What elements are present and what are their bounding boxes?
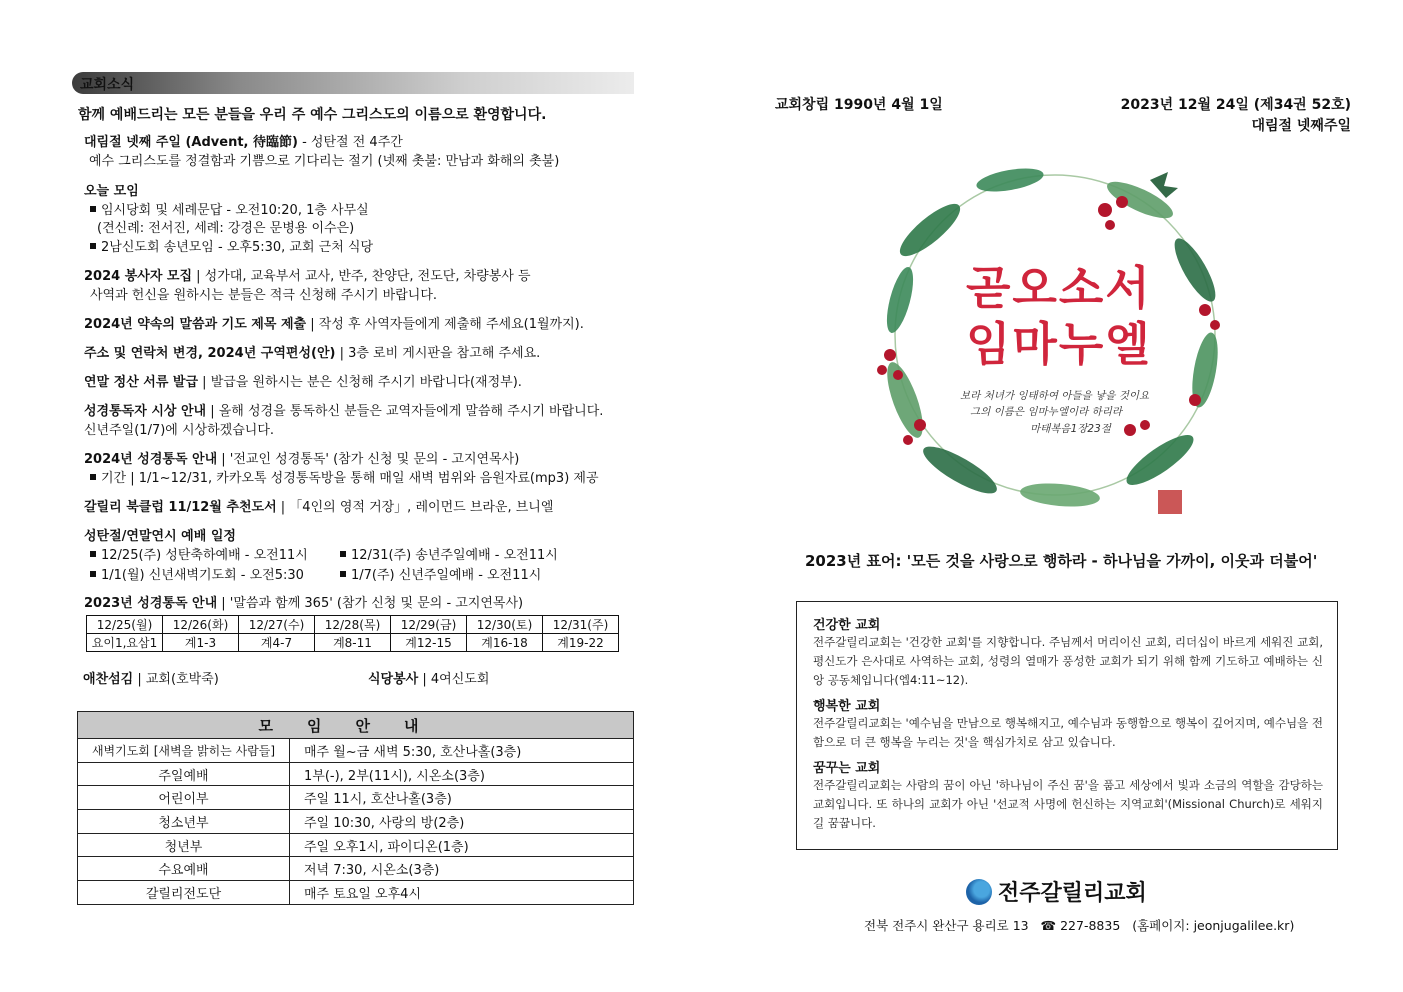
volunteer-desc: 사역과 헌신을 원하시는 분들은 적극 신청해 주시기 바랍니다.: [90, 288, 438, 303]
reading-date: 12/27(수): [239, 616, 315, 634]
church-homepage: (홈페이지: jeonjugalilee.kr): [1132, 918, 1295, 933]
table-row: 어린이부 주일 11시, 호산나홀(3층): [78, 786, 634, 810]
reading2024-item: 기간 | 1/1~12/31, 카카오톡 성경통독방을 통해 매일 새벽 범위와 음원자료(mp3) 제공: [86, 469, 599, 488]
value-text: 전주갈릴리교회는 '건강한 교회'를 지향합니다. 주님께서 머리이신 교회, 리더십이 바르게 세워진 교회, 평신도가 은사대로 사역하는 교회, 성령의 열매가 풍성한 교회가 되기 위해 함께 기도하고 예배하는 신앙 공동체입니다(엡4:11~12).: [813, 635, 1323, 687]
church-values-box: [796, 601, 1338, 850]
advent-notice: [84, 133, 403, 152]
section-title: 교회소식: [80, 77, 135, 93]
service-item-4: 1/7(주) 신년주일예배 - 오전11시: [336, 566, 541, 585]
table-row: 청년부 주일 오후1시, 파이디온(1층): [78, 833, 634, 857]
value-text: 전주갈릴리교회는 사람의 꿈이 아닌 '하나님이 주신 꿈'을 품고 세상에서 빛과 소금의 역할을 감당하는 교회입니다. 또 하나의 교회가 아닌 '선교적 사명에 헌신하는 지역교회'(Missional Church)로 세워지길 꿈꿉니다.: [813, 778, 1323, 830]
address-notice: 주소 및 연락처 변경, 2024년 구역편성(안) | 3층 로비 게시판을 참고해 주세요.: [84, 346, 541, 361]
verse-line-1: 보라 처녀가 잉태하여 아들을 낳을 것이요: [960, 390, 1150, 402]
reading-ranges-row: [87, 634, 619, 652]
reading-range: 계19-22: [543, 634, 619, 652]
table-row: 새벽기도회 [새벽을 밝히는 사람들] 매주 월~금 새벽 5:30, 호산나홀(3층): [78, 739, 634, 763]
section-header-bar: [72, 72, 634, 94]
volunteer-notice: 2024 봉사자 모집 | 성가대, 교육부서 교사, 반주, 찬양단, 전도단, 차량봉사 등: [84, 269, 531, 284]
reading-range: 요이1,요삼1: [87, 634, 163, 652]
service-item-1: 12/25(주) 성탄축하예배 - 오전11시: [86, 546, 308, 565]
calligraphy-line-1: 곧오소서: [966, 261, 1152, 315]
reading-date: 12/28(목): [315, 616, 391, 634]
award-desc: 신년주일(1/7)에 시상하겠습니다.: [84, 423, 275, 438]
flowers-notice: 애찬섬김 | 교회(호박죽): [83, 672, 219, 687]
value-text: 전주갈릴리교회는 '예수님을 만남으로 행복해지고, 예수님과 동행함으로 행복이 깊어지며, 예수님을 전함으로 더 큰 행복을 누리는 것'을 핵심가치로 삼고 있습니다.: [813, 716, 1323, 749]
church-contact: [864, 916, 1294, 934]
reading-date: 12/30(토): [467, 616, 543, 634]
table-row: 주일예배 1부(-), 2부(11시), 시온소(3층): [78, 762, 634, 786]
reading-range: 계4-7: [239, 634, 315, 652]
reading-range: 계8-11: [315, 634, 391, 652]
meal-notice: 식당봉사 | 4여신도회: [368, 672, 490, 687]
reading-date: 12/31(주): [543, 616, 619, 634]
tax-notice: 연말 정산 서류 발급 | 발급을 원하시는 분은 신청해 주시기 바랍니다(재정부).: [84, 375, 522, 390]
reading2024-notice: 2024년 성경통독 안내 | '전교인 성경통독' (참가 신청 및 문의 - 고지연목사): [84, 452, 520, 467]
promise-notice: 2024년 약속의 말씀과 기도 제목 제출 | 작성 후 사역자들에게 제출해 주세요(1월까지).: [84, 317, 584, 332]
book-notice: 갈릴리 북클럽 11/12월 추천도서 | 「4인의 영적 거장」, 레이먼드 브라운, 브니엘: [84, 500, 554, 515]
value-title: 꿈꾸는 교회: [813, 761, 881, 776]
service-item-2: 12/31(주) 송년주일예배 - 오전11시: [336, 546, 558, 565]
service-item-3: 1/1(월) 신년새벽기도회 - 오전5:30: [86, 566, 304, 585]
reading-date: 12/25(월): [87, 616, 163, 634]
advent-rest: - 성탄절 전 4주간: [297, 135, 403, 150]
church-address: 전북 전주시 완산구 용리로 13: [864, 918, 1029, 933]
today-item-1-sub: (견신례: 전서진, 세례: 강경은 문병용 이수은): [97, 221, 355, 236]
church-logo-icon: [966, 879, 992, 905]
founded-date: 교회창립 1990년 4월 1일: [775, 97, 943, 113]
reading-schedule-table: [86, 615, 619, 652]
value-title: 건강한 교회: [813, 618, 881, 633]
table-row: 갈릴리전도단 매주 토요일 오후4시: [78, 881, 634, 905]
services-title: 성탄절/연말연시 예배 일정: [84, 529, 236, 544]
reading-dates-row: [87, 616, 619, 634]
advent-title: 대림절 넷째 주일 (Advent, 待臨節): [84, 135, 298, 150]
today-item-2: 2남신도회 송년모임 - 오후5:30, 교회 근처 식당: [86, 238, 373, 257]
calligraphy-line-2: 임마누엘: [966, 317, 1152, 371]
reading-range: 계16-18: [467, 634, 543, 652]
reading-date: 12/26(화): [163, 616, 239, 634]
reading-range: 계1-3: [163, 634, 239, 652]
today-title: 오늘 모임: [84, 184, 139, 199]
reading-date: 12/29(금): [391, 616, 467, 634]
verse-line-2: 그의 이름은 임마누엘이라 하리라: [970, 406, 1123, 418]
church-phone: ☎ 227-8835: [1040, 918, 1121, 933]
reading2023-notice: 2023년 성경통독 안내 | '말씀과 함께 365' (참가 신청 및 문의 - 고지연목사): [84, 596, 524, 611]
liturgical-week: 대림절 넷째주일: [1251, 118, 1351, 134]
award-notice: 성경통독자 시상 안내 | 올해 성경을 통독하신 분들은 교역자들에게 말씀해 주시기 바랍니다.: [84, 404, 604, 419]
value-title: 행복한 교회: [813, 699, 881, 714]
meetings-header: 모임안내: [78, 712, 634, 739]
issue-date: 2023년 12월 24일 (제34권 52호): [1120, 97, 1351, 113]
church-name: 전주갈릴리교회: [998, 881, 1147, 906]
reading-range: 계12-15: [391, 634, 467, 652]
meetings-table: [77, 711, 634, 905]
today-item-1: 임시당회 및 세례문답 - 오전10:20, 1층 사무실: [86, 201, 369, 220]
advent-desc: 예수 그리스도를 정결함과 기쁨으로 기다리는 절기 (넷째 촛불: 만남과 화해의 촛불): [89, 154, 560, 169]
annual-motto: 2023년 표어: '모든 것을 사랑으로 행하라 - 하나님을 가까이, 이웃과 더불어': [805, 552, 1318, 570]
verse-reference: 마태복음1장23절: [1030, 423, 1111, 435]
welcome-text: 함께 예배드리는 모든 분들을 우리 주 예수 그리스도의 이름으로 환영합니다.: [78, 107, 547, 123]
table-row: 청소년부 주일 10:30, 사랑의 방(2층): [78, 810, 634, 834]
table-row: 수요예배 저녁 7:30, 시온소(3층): [78, 857, 634, 881]
